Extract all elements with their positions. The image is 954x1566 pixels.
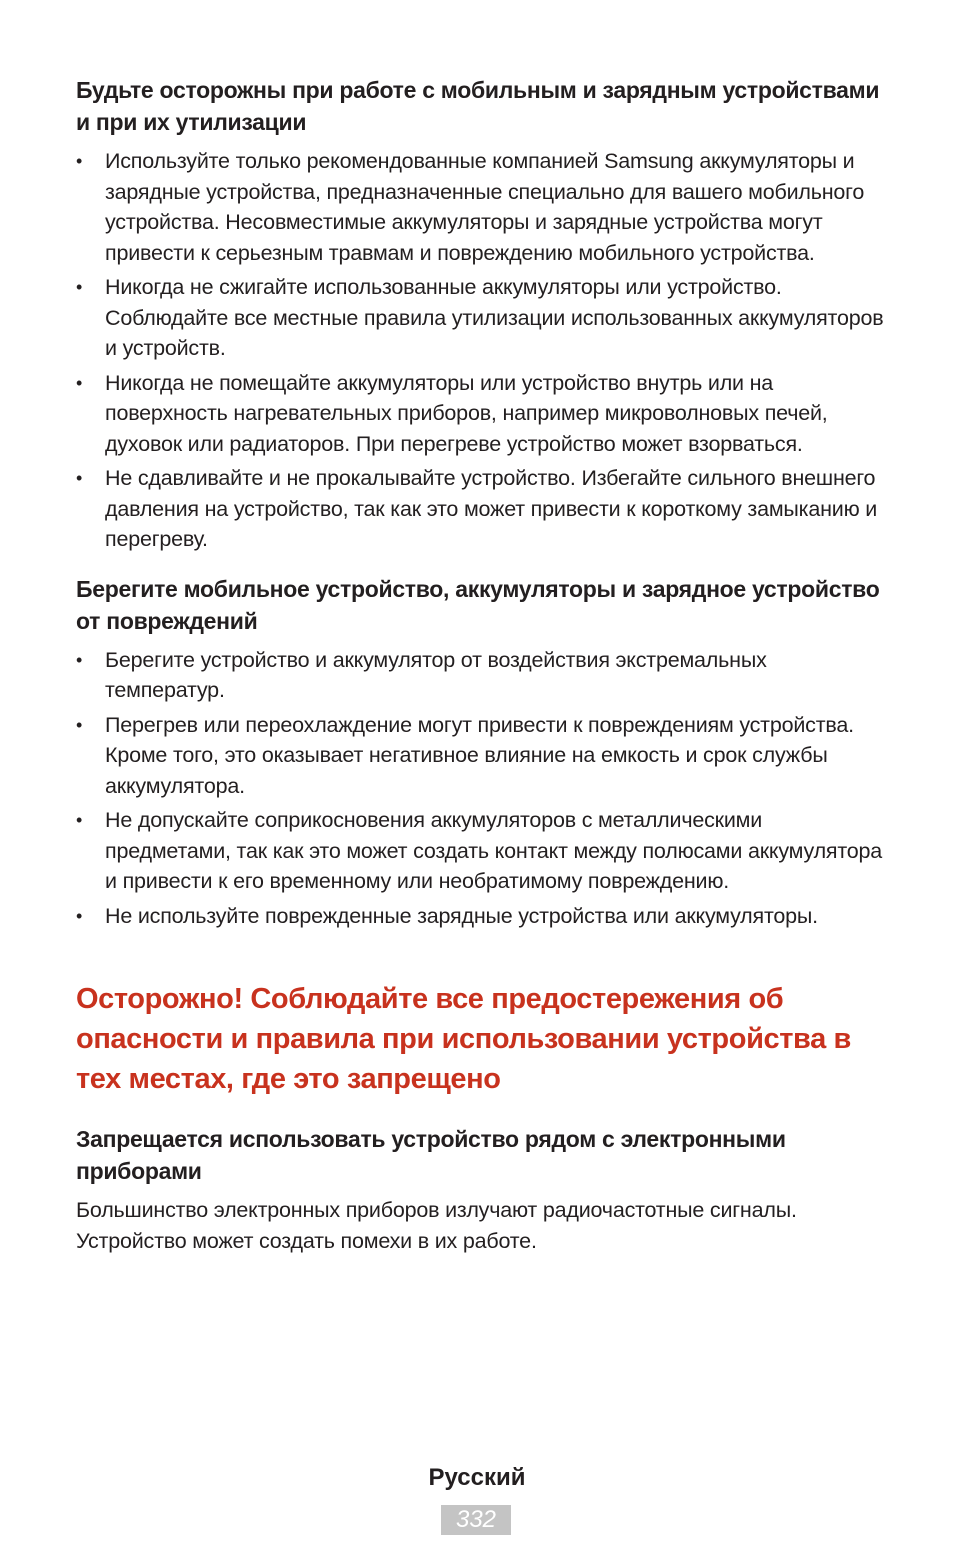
page-content	[76, 74, 886, 1257]
list-item	[76, 805, 886, 897]
bullet-icon: •	[76, 468, 83, 488]
section-heading-electronic-devices: Запрещается использовать устройство рядом с электронными приборами	[76, 1126, 786, 1184]
list-item	[76, 645, 886, 706]
bullet-icon: •	[76, 905, 83, 926]
section-paragraph: Большинство электронных приборов излучают радиочастотные сигналы. Устройство может создать помехи в их работе.	[76, 1198, 797, 1253]
caution-heading: Осторожно! Соблюдайте все предостережения об опасности и правила при использовании устройства в тех местах, где это запрещено	[76, 983, 851, 1095]
bullet-list-damage-protection	[76, 645, 886, 932]
page-number-badge: 332	[441, 1505, 511, 1535]
list-item-text: Перегрев или переохлаждение могут привести к повреждениям устройства. Кроме того, это оказывает негативное влияние на емкость и срок службы аккумулятора.	[105, 712, 854, 798]
list-item-text: Используйте только рекомендованные компанией Samsung аккумуляторы и зарядные устройства, предназначенные специально для вашего мобильного устройства. Несовместимые аккумуляторы и зарядные устройства могут привести к серьезным травмам и повреждению мобильного устройства.	[105, 149, 865, 265]
list-item-text: Никогда не помещайте аккумуляторы или устройство внутрь или на поверхность нагревательных приборов, например микроволновых печей, духовок или радиаторов. При перегреве устройство может взорваться.	[105, 370, 828, 456]
list-item	[76, 368, 886, 460]
bullet-icon: •	[76, 810, 83, 830]
section-heading-battery-handling: Будьте осторожны при работе с мобильным и зарядным устройствами и при их утилизации	[76, 77, 880, 135]
list-item-text: Берегите устройство и аккумулятор от воздействия экстремальных температур.	[105, 647, 767, 702]
list-item	[76, 901, 886, 932]
bullet-list-battery-handling	[76, 146, 886, 555]
list-item-text: Не сдавливайте и не прокалывайте устройство. Избегайте сильного внешнего давления на устройство, так как это может привести к короткому замыканию и перегреву.	[105, 466, 878, 551]
list-item-text: Никогда не сжигайте использованные аккумуляторы или устройство. Соблюдайте все местные правила утилизации использованных аккумуляторов и устройств.	[105, 275, 884, 360]
list-item	[76, 146, 886, 268]
list-item	[76, 710, 886, 802]
list-item-text: Не используйте поврежденные зарядные устройства или аккумуляторы.	[105, 903, 818, 928]
bullet-icon: •	[76, 714, 83, 735]
list-item-text: Не допускайте соприкосновения аккумуляторов с металлическими предметами, так как это может создать контакт между полюсами аккумулятора и привести к его временному или необратимому повреждению.	[105, 808, 883, 893]
footer-language-label: Русский	[428, 1464, 526, 1491]
bullet-icon: •	[76, 277, 83, 297]
list-item	[76, 272, 886, 364]
bullet-icon: •	[76, 372, 83, 393]
section-heading-damage-protection: Берегите мобильное устройство, аккумуляторы и зарядное устройство от повреждений	[76, 575, 880, 634]
bullet-icon: •	[76, 649, 83, 670]
bullet-icon: •	[76, 151, 83, 171]
list-item	[76, 463, 886, 555]
